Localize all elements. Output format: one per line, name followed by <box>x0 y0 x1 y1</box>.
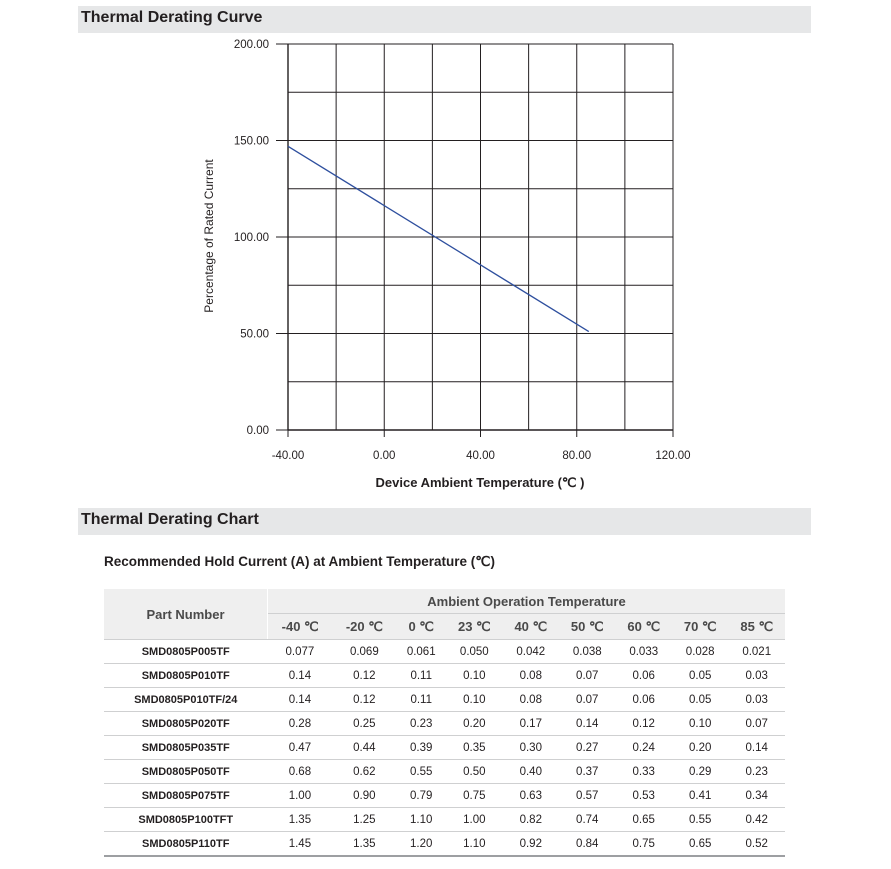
hold-current-cell: 1.25 <box>332 808 396 832</box>
hold-current-cell: 0.52 <box>728 832 785 857</box>
part-number-header: Part Number <box>104 589 268 640</box>
table-row <box>104 808 785 832</box>
table-row <box>104 832 785 857</box>
hold-current-cell: 0.077 <box>268 640 333 664</box>
part-number-cell: SMD0805P050TF <box>104 760 268 784</box>
part-number-cell: SMD0805P075TF <box>104 784 268 808</box>
hold-current-cell: 0.37 <box>559 760 615 784</box>
part-number-cell: SMD0805P100TFT <box>104 808 268 832</box>
y-tick-label: 200.00 <box>233 39 269 51</box>
hold-current-cell: 0.92 <box>503 832 559 857</box>
hold-current-cell: 0.82 <box>503 808 559 832</box>
temperature-column-header: 23 ℃ <box>446 614 502 640</box>
hold-current-cell: 0.23 <box>396 712 446 736</box>
hold-current-table <box>104 589 785 857</box>
hold-current-cell: 0.53 <box>615 784 671 808</box>
hold-current-cell: 0.033 <box>615 640 671 664</box>
hold-current-cell: 0.10 <box>446 688 502 712</box>
hold-current-cell: 0.20 <box>446 712 502 736</box>
hold-current-cell: 0.021 <box>728 640 785 664</box>
hold-current-cell: 0.042 <box>503 640 559 664</box>
hold-current-cell: 0.10 <box>446 664 502 688</box>
temperature-column-header: 40 ℃ <box>503 614 559 640</box>
hold-current-cell: 0.08 <box>503 688 559 712</box>
hold-current-cell: 0.62 <box>332 760 396 784</box>
hold-current-cell: 0.06 <box>615 688 671 712</box>
hold-current-cell: 0.35 <box>446 736 502 760</box>
x-tick-label: 80.00 <box>562 450 592 462</box>
hold-current-cell: 0.12 <box>332 664 396 688</box>
hold-current-cell: 0.33 <box>615 760 671 784</box>
table-row <box>104 736 785 760</box>
chart-tick-labels <box>234 39 691 462</box>
hold-current-cell: 0.14 <box>728 736 785 760</box>
hold-current-cell: 0.07 <box>559 664 615 688</box>
hold-current-cell: 0.68 <box>268 760 333 784</box>
hold-current-cell: 0.28 <box>268 712 333 736</box>
hold-current-cell: 0.23 <box>728 760 785 784</box>
hold-current-cell: 0.27 <box>559 736 615 760</box>
part-number-cell: SMD0805P110TF <box>104 832 268 857</box>
chart-section-title: Thermal Derating Chart <box>81 511 259 528</box>
part-number-cell: SMD0805P010TF/24 <box>104 688 268 712</box>
hold-current-cell: 1.45 <box>268 832 333 857</box>
chart-grid <box>288 44 673 430</box>
part-number-cell: SMD0805P010TF <box>104 664 268 688</box>
hold-current-cell: 0.050 <box>446 640 502 664</box>
chart-series <box>288 146 589 331</box>
hold-current-cell: 0.14 <box>268 688 333 712</box>
table-row <box>104 760 785 784</box>
hold-current-cell: 0.79 <box>396 784 446 808</box>
hold-current-cell: 0.90 <box>332 784 396 808</box>
hold-current-cell: 0.03 <box>728 688 785 712</box>
hold-current-cell: 1.35 <box>268 808 333 832</box>
table-body <box>104 640 785 857</box>
hold-current-cell: 0.12 <box>332 688 396 712</box>
temperature-column-header: 0 ℃ <box>396 614 446 640</box>
curve-section-title: Thermal Derating Curve <box>81 9 263 26</box>
hold-current-cell: 0.29 <box>672 760 728 784</box>
hold-current-cell: 1.00 <box>268 784 333 808</box>
derating-line <box>288 146 589 331</box>
y-tick-label: 100.00 <box>233 232 269 244</box>
hold-current-cell: 0.10 <box>672 712 728 736</box>
hold-current-cell: 0.50 <box>446 760 502 784</box>
hold-current-cell: 0.25 <box>332 712 396 736</box>
temperature-column-header: -40 ℃ <box>268 614 333 640</box>
hold-current-cell: 0.44 <box>332 736 396 760</box>
temperature-column-header: -20 ℃ <box>332 614 396 640</box>
hold-current-cell: 0.20 <box>672 736 728 760</box>
table-subtitle: Recommended Hold Current (A) at Ambient Temperature (℃) <box>104 554 495 569</box>
hold-current-cell: 0.06 <box>615 664 671 688</box>
hold-current-cell: 1.35 <box>332 832 396 857</box>
hold-current-cell: 0.57 <box>559 784 615 808</box>
hold-current-cell: 0.07 <box>559 688 615 712</box>
part-number-cell: SMD0805P005TF <box>104 640 268 664</box>
hold-current-cell: 0.75 <box>446 784 502 808</box>
chart-section-header <box>78 508 811 535</box>
y-tick-label: 0.00 <box>246 425 269 437</box>
hold-current-cell: 0.14 <box>268 664 333 688</box>
chart-axes <box>276 44 673 437</box>
hold-current-cell: 0.03 <box>728 664 785 688</box>
hold-current-cell: 0.07 <box>728 712 785 736</box>
x-tick-label: 40.00 <box>466 450 495 462</box>
hold-current-cell: 1.10 <box>396 808 446 832</box>
hold-current-cell: 1.20 <box>396 832 446 857</box>
hold-current-cell: 0.63 <box>503 784 559 808</box>
x-tick-label: 120.00 <box>655 450 691 462</box>
hold-current-cell: 0.75 <box>615 832 671 857</box>
hold-current-cell: 0.39 <box>396 736 446 760</box>
hold-current-cell: 1.10 <box>446 832 502 857</box>
temperature-column-header: 85 ℃ <box>728 614 785 640</box>
hold-current-cell: 0.84 <box>559 832 615 857</box>
hold-current-cell: 0.038 <box>559 640 615 664</box>
hold-current-cell: 0.17 <box>503 712 559 736</box>
hold-current-cell: 0.65 <box>672 832 728 857</box>
part-number-cell: SMD0805P020TF <box>104 712 268 736</box>
table-row <box>104 784 785 808</box>
hold-current-cell: 0.65 <box>615 808 671 832</box>
hold-current-cell: 0.30 <box>503 736 559 760</box>
temperature-column-header: 70 ℃ <box>672 614 728 640</box>
x-tick-label: -40.00 <box>271 450 305 462</box>
table-row <box>104 712 785 736</box>
hold-current-cell: 0.05 <box>672 664 728 688</box>
x-axis-label: Device Ambient Temperature (℃ ) <box>375 475 585 490</box>
hold-current-cell: 0.061 <box>396 640 446 664</box>
hold-current-cell: 0.11 <box>396 688 446 712</box>
hold-current-cell: 0.05 <box>672 688 728 712</box>
y-axis-label: Percentage of Rated Current <box>202 159 216 313</box>
table-row <box>104 664 785 688</box>
hold-current-cell: 0.74 <box>559 808 615 832</box>
hold-current-cell: 0.11 <box>396 664 446 688</box>
temperature-column-header: 50 ℃ <box>559 614 615 640</box>
hold-current-cell: 0.028 <box>672 640 728 664</box>
x-tick-label: 0.00 <box>373 450 396 462</box>
hold-current-cell: 0.08 <box>503 664 559 688</box>
hold-current-cell: 0.55 <box>396 760 446 784</box>
table-row <box>104 688 785 712</box>
hold-current-cell: 0.24 <box>615 736 671 760</box>
hold-current-cell: 0.069 <box>332 640 396 664</box>
table-row <box>104 640 785 664</box>
hold-current-cell: 0.14 <box>559 712 615 736</box>
part-number-cell: SMD0805P035TF <box>104 736 268 760</box>
ambient-temperature-header: Ambient Operation Temperature <box>268 589 786 614</box>
temperature-column-header: 60 ℃ <box>615 614 671 640</box>
y-tick-label: 50.00 <box>240 328 269 341</box>
hold-current-cell: 0.40 <box>503 760 559 784</box>
y-tick-label: 150.00 <box>233 135 269 148</box>
hold-current-cell: 0.34 <box>728 784 785 808</box>
hold-current-cell: 0.12 <box>615 712 671 736</box>
hold-current-cell: 1.00 <box>446 808 502 832</box>
hold-current-cell: 0.41 <box>672 784 728 808</box>
hold-current-cell: 0.47 <box>268 736 333 760</box>
hold-current-cell: 0.55 <box>672 808 728 832</box>
hold-current-cell: 0.42 <box>728 808 785 832</box>
